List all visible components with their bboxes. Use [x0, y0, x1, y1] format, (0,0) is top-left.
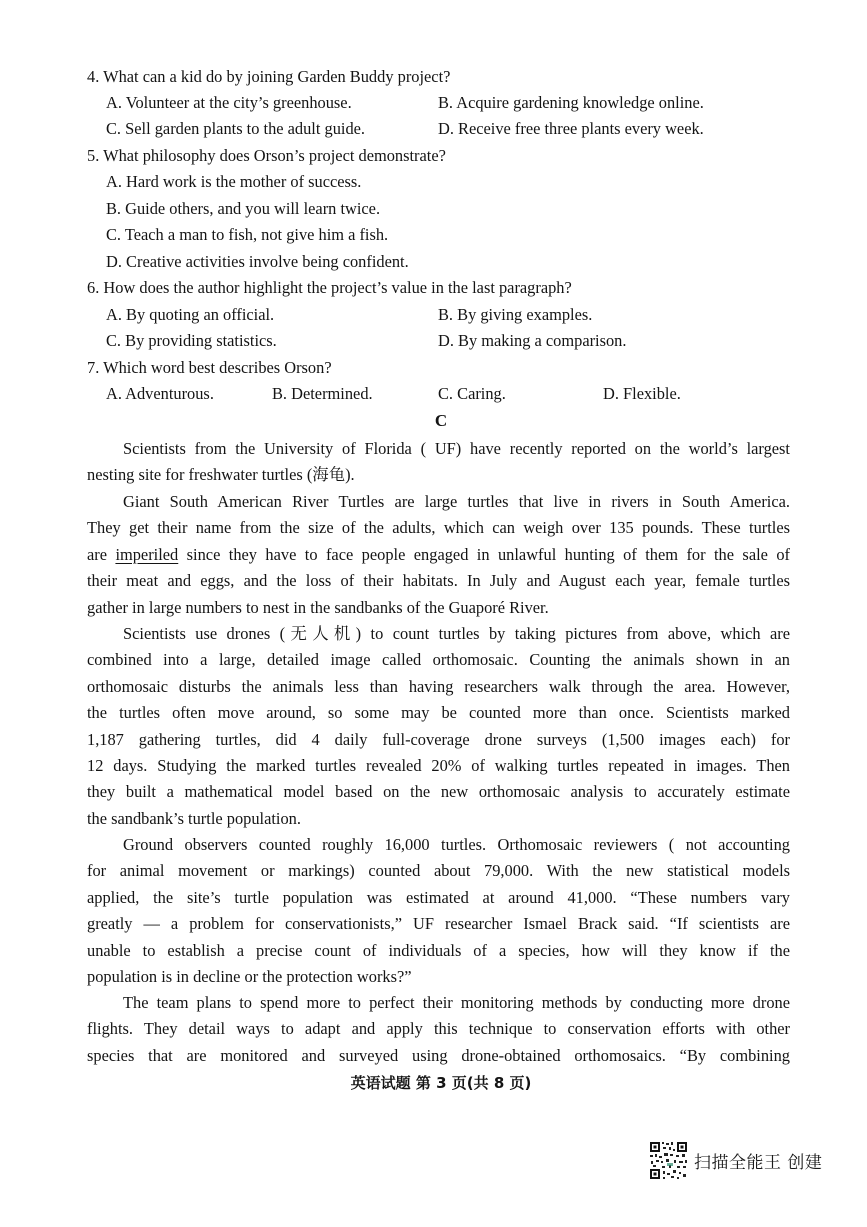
option-4a [106, 90, 352, 116]
option-label: A. [106, 384, 122, 403]
option-4d [438, 116, 704, 142]
text-line: Scientists use drones (无人机) to count turtles by taking pictures from above, which are [123, 624, 790, 643]
paragraph-2 [87, 489, 790, 621]
option-label: C. [106, 331, 122, 350]
option-text: Adventurous. [125, 384, 214, 403]
text-line: greatly — a problem for conservationists,” UF researcher Ismael Brack said. “If scientists are [87, 914, 790, 934]
text-line: species that are monitored and surveyed using drone-obtained orthomosaics. “By combining [87, 1045, 790, 1065]
option-6d [438, 328, 626, 354]
option-text: Flexible. [623, 384, 681, 403]
option-text: By quoting an official. [126, 305, 275, 324]
option-label: C. [106, 225, 122, 244]
question-number: 6. [87, 278, 100, 297]
option-label: A. [106, 172, 122, 191]
question-stem: What can a kid do by joining Garden Buddy project? [103, 67, 451, 86]
paragraph-4 [87, 832, 790, 990]
text-line: combined into a large, detailed image called orthomosaic. Counting the animals shown in an [87, 650, 790, 670]
option-label: C. [438, 384, 454, 403]
option-text: By making a comparison. [458, 331, 627, 350]
option-label: B. [438, 305, 454, 324]
text-line: The team plans to spend more to perfect their monitoring methods by conducting more drone [123, 993, 790, 1012]
option-6b [438, 302, 592, 328]
text-line: their meat and eggs, and the loss of their habitats. In July and August each year, female turtles [87, 571, 790, 591]
option-label: B. [106, 199, 122, 218]
text-line: they built a mathematical model based on the new orthomosaic analysis to accurately estimate [87, 782, 790, 802]
option-text: Determined. [291, 384, 373, 403]
text-line: gather in large numbers to nest in the sandbanks of the Guaporé River. [87, 597, 549, 617]
option-6a [106, 302, 274, 328]
question-6 [87, 275, 790, 301]
option-7a [106, 381, 214, 407]
option-text: Hard work is the mother of success. [126, 172, 362, 191]
option-label: A. [106, 93, 122, 112]
option-text: Creative activities involve being confident. [126, 252, 409, 271]
option-text: Acquire gardening knowledge online. [456, 93, 704, 112]
qr-code-icon [649, 1141, 688, 1180]
text-line: nesting site for freshwater turtles (海龟). [87, 465, 355, 485]
text-line: population is in decline or the protection works?” [87, 966, 412, 986]
option-label: D. [438, 119, 454, 138]
option-label: B. [438, 93, 454, 112]
option-text: Caring. [457, 384, 506, 403]
option-5c [106, 222, 388, 248]
text-line: for animal movement or markings) counted about 79,000. With the new statistical models [87, 861, 790, 881]
option-text: Sell garden plants to the adult guide. [125, 119, 366, 138]
option-4c [106, 116, 365, 142]
text-line: applied, the site’s turtle population was estimated at around 41,000. “These numbers vary [87, 887, 790, 907]
scanner-watermark [649, 1140, 822, 1180]
option-7c [438, 381, 506, 407]
paragraph-1 [87, 436, 790, 489]
option-5a [106, 169, 361, 195]
option-label: A. [106, 305, 122, 324]
option-text: Volunteer at the city’s greenhouse. [125, 93, 352, 112]
option-4b [438, 90, 704, 116]
text-span: since they have to face people engaged in unlawful hunting of them for the sale of [178, 544, 790, 564]
question-number: 5. [87, 146, 100, 165]
text-line: Ground observers counted roughly 16,000 turtles. Orthomosaic reviewers ( not accounting [123, 835, 790, 854]
text-line: the sandbank’s turtle population. [87, 808, 301, 828]
page-footer: 英语试题 第 3 页(共 8 页) [350, 1074, 532, 1092]
text-line: They get their name from the size of the adults, which can weigh over 135 pounds. These turtles [87, 518, 790, 538]
option-6c [106, 328, 277, 354]
option-5d [106, 249, 409, 275]
option-text: Receive free three plants every week. [458, 119, 704, 138]
question-4 [87, 64, 790, 90]
question-stem: What philosophy does Orson’s project demonstrate? [103, 146, 446, 165]
watermark-text: 扫描全能王 创建 [694, 1152, 823, 1173]
question-5 [87, 143, 790, 169]
option-text: Guide others, and you will learn twice. [125, 199, 381, 218]
text-line: flights. They detail ways to adapt and apply this technique to conservation efforts with other [87, 1019, 790, 1039]
underlined-word: imperiled [115, 544, 179, 564]
question-number: 4. [87, 67, 100, 86]
option-text: By giving examples. [457, 305, 593, 324]
paragraph-3 [87, 621, 790, 832]
paragraph-5 [87, 990, 790, 1069]
text-line: Giant South American River Turtles are large turtles that live in rivers in South America. [123, 492, 790, 511]
text-line: unable to establish a precise count of individuals of a species, how will they know if the [87, 940, 790, 960]
option-label: D. [106, 252, 122, 271]
text-line: 1,187 gathering turtles, did 4 daily full-coverage drone surveys (1,500 images each) for [87, 729, 790, 749]
text-line [87, 542, 790, 568]
option-label: B. [272, 384, 288, 403]
text-span: are [87, 544, 116, 564]
text-line: orthomosaic disturbs the animals less than having researchers walk through the area. However, [87, 676, 790, 696]
section-heading: C [434, 411, 448, 430]
option-label: C. [106, 119, 122, 138]
option-label: D. [438, 331, 454, 350]
question-number: 7. [87, 358, 100, 377]
option-label: D. [603, 384, 619, 403]
option-7d [603, 381, 681, 407]
option-text: Teach a man to fish, not give him a fish. [124, 225, 389, 244]
question-stem: How does the author highlight the project’s value in the last paragraph? [103, 278, 572, 297]
option-7b [272, 381, 373, 407]
question-7 [87, 355, 790, 381]
option-5b [106, 196, 380, 222]
option-text: By providing statistics. [125, 331, 277, 350]
text-line: Scientists from the University of Florida ( UF) have recently reported on the world’s largest [123, 439, 790, 458]
question-stem: Which word best describes Orson? [103, 358, 332, 377]
text-line: the turtles often move around, so some may be counted more than once. Scientists marked [87, 703, 790, 723]
text-line: 12 days. Studying the marked turtles revealed 20% of walking turtles repeated in images. Then [87, 755, 790, 775]
